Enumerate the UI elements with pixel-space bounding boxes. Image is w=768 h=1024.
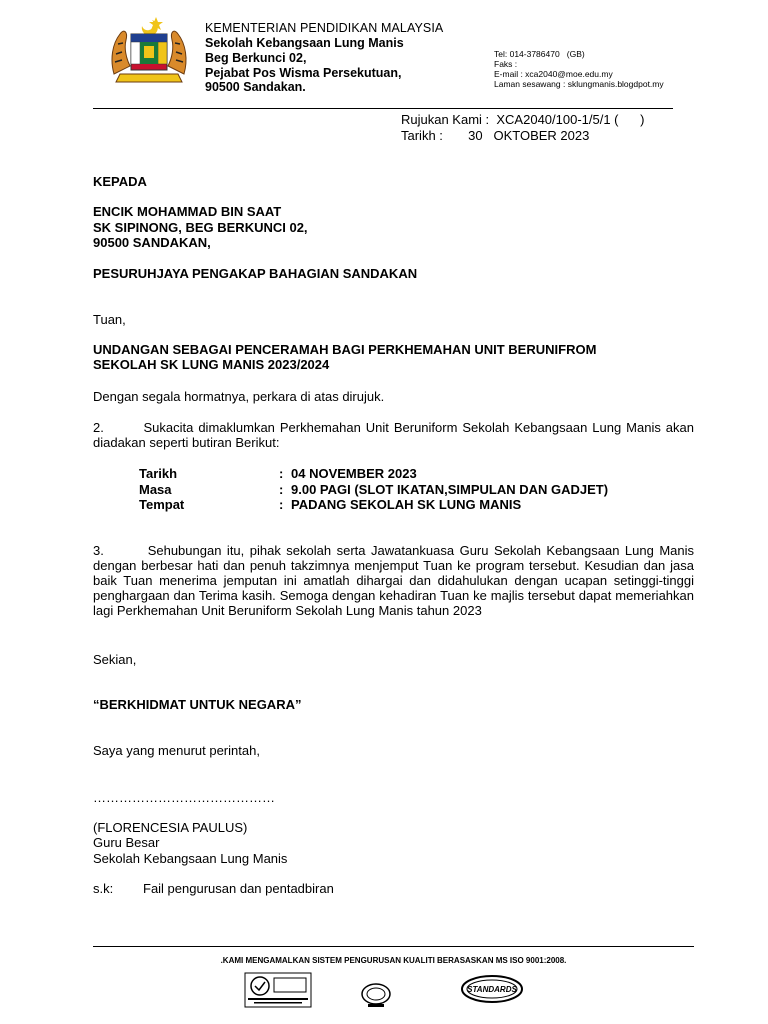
reference-number: Rujukan Kami : XCA2040/100-1/5/1 ( ) — [401, 112, 645, 127]
standards-logo-text: STANDARDS — [467, 985, 517, 994]
contact-email: E-mail : xca2040@moe.edu.my — [494, 69, 613, 79]
signatory-school: Sekolah Kebangsaan Lung Manis — [93, 851, 288, 866]
address-line-3: 90500 Sandakan. — [205, 80, 306, 94]
iso-statement: .KAMI MENGAMALKAN SISTEM PENGURUSAN KUALITI BERASASKAN MS ISO 9001:2008. — [220, 956, 567, 965]
recipient-name: ENCIK MOHAMMAD BIN SAAT — [93, 204, 282, 219]
detail-colon: : — [279, 466, 284, 481]
intro-paragraph: Dengan segala hormatnya, perkara di atas dirujuk. — [93, 389, 385, 404]
salutation: Tuan, — [93, 312, 126, 327]
contact-tel: Tel: 014-3786470 (GB) — [494, 49, 585, 59]
detail-value: PADANG SEKOLAH SK LUNG MANIS — [291, 497, 522, 512]
kepada-label: KEPADA — [93, 174, 147, 189]
signature-line: …………………………………… — [93, 790, 275, 805]
address-line-1: Beg Berkunci 02, — [205, 51, 307, 65]
closing: Sekian, — [93, 652, 137, 667]
certification-seal-icon — [358, 982, 394, 1010]
recipient-address-1: SK SIPINONG, BEG BERKUNCI 02, — [93, 220, 308, 235]
detail-value: 04 NOVEMBER 2023 — [291, 466, 417, 481]
detail-label: Tarikh — [139, 466, 178, 481]
signatory-name: (FLORENCESIA PAULUS) — [93, 820, 248, 835]
paragraph-2: 2. Sukacita dimaklumkan Perkhemahan Unit Beruniform Sekolah Kebangsaan Lung Manis akan diadakan seperti butiran Berikut: — [93, 420, 698, 450]
sk-value: Fail pengurusan dan pentadbiran — [143, 881, 334, 896]
contact-fax: Faks : — [494, 59, 518, 69]
detail-row-masa — [139, 482, 608, 498]
footer-divider — [93, 946, 694, 947]
sk-label: s.k: — [93, 881, 114, 896]
detail-row-tempat — [139, 497, 608, 513]
signatory-position: Guru Besar — [93, 835, 160, 850]
school-name: Sekolah Kebangsaan Lung Manis — [205, 36, 404, 50]
malaysia-coat-of-arms-logo — [106, 14, 192, 88]
header-divider — [93, 108, 673, 109]
standards-malaysia-logo — [460, 974, 524, 1004]
event-details — [139, 466, 608, 513]
order-line: Saya yang menurut perintah, — [93, 743, 260, 758]
contact-block — [494, 49, 664, 89]
detail-label: Masa — [139, 481, 172, 497]
detail-row-tarikh — [139, 466, 608, 482]
motto: “BERKHIDMAT UNTUK NEGARA” — [93, 697, 302, 712]
recipient-address-2: 90500 SANDAKAN, — [93, 235, 211, 250]
letter-date: Tarikh : 30 OKTOBER 2023 — [401, 128, 590, 143]
paragraph-3: 3. Sehubungan itu, pihak sekolah serta Jawatankuasa Guru Sekolah Kebangsaan Lung Manis dengan berbesar hati dan penuh takzimnya menjemput Tuan ke program tersebut. Kesudian dan jasa baik Tuan menerima jemputan ini amatlah dihargai dan didahulukan dengan ucapan setinggi-tinggi penghargaan dan Terima kasih. Semoga dengan kehadiran Tuan ke majlis tersebut dapat memeriahkan lagi Perkhemahan Unit Beruniform Sekolah Lung Manis tahun 2023 — [93, 543, 698, 618]
recipient-title: PESURUHJAYA PENGAKAP BAHAGIAN SANDAKAN — [93, 266, 418, 281]
address-line-2: Pejabat Pos Wisma Persekutuan, — [205, 66, 402, 80]
detail-colon: : — [279, 497, 284, 512]
ministry-name: KEMENTERIAN PENDIDIKAN MALAYSIA — [205, 21, 444, 35]
detail-value: 9.00 PAGI (SLOT IKATAN,SIMPULAN DAN GADJET) — [291, 481, 609, 497]
subject-line-1: UNDANGAN SEBAGAI PENCERAMAH BAGI PERKHEMAHAN UNIT BERUNIFROM — [93, 342, 597, 357]
detail-label: Tempat — [139, 497, 185, 512]
detail-colon: : — [279, 481, 284, 497]
subject-line-2: SEKOLAH SK LUNG MANIS 2023/2024 — [93, 357, 330, 372]
contact-website: Laman sesawang : sklungmanis.blogdpot.my — [494, 79, 664, 89]
sirim-certification-logo — [244, 972, 312, 1008]
